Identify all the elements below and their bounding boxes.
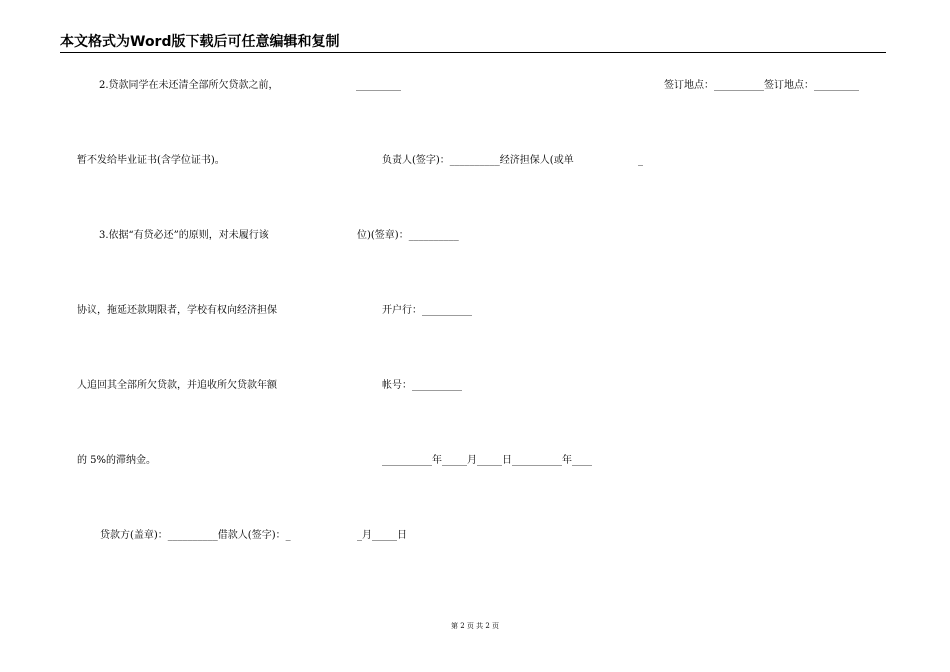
guarantor-seal: 位)(签章)：__________ <box>357 230 459 241</box>
trailing-blank: _ <box>638 155 643 166</box>
clause-2-line: 2.贷款同学在未还清全部所欠贷款之前， <box>99 80 279 91</box>
bank-field: 开户行：__________ <box>382 305 472 316</box>
clause-2-continued: 暂不发给毕业证书(含学位证书)。 <box>77 155 225 166</box>
late-fee-line: 的 5%的滞纳金。 <box>77 455 157 466</box>
responsible-person-signature: 负责人(签字)：__________经济担保人(或单 <box>382 155 574 166</box>
page-header-title: 本文格式为Word版下载后可任意编辑和复制 <box>60 34 340 50</box>
middle-blank-line: _________ <box>356 80 401 91</box>
clause-3-line: 3.依据“有贷必还”的原则，对未履行该 <box>99 230 269 241</box>
header-rule <box>60 52 886 53</box>
date-fields: __________年_____月_____日__________年____ <box>382 455 592 466</box>
signing-location: 签订地点：__________签订地点：_________ <box>664 80 859 91</box>
lender-borrower-signature: 贷款方(盖章)：__________借款人(签字)：_ <box>100 530 291 541</box>
date-fields-continued: _月_____日 <box>357 530 407 541</box>
clause-3-continued-2: 人追回其全部所欠贷款，并追收所欠贷款年额 <box>77 380 277 391</box>
account-number-field: 帐号：__________ <box>382 380 462 391</box>
clause-3-continued: 协议，拖延还款期限者，学校有权向经济担保 <box>77 305 277 316</box>
page-footer: 第 2 页 共 2 页 <box>450 622 500 630</box>
